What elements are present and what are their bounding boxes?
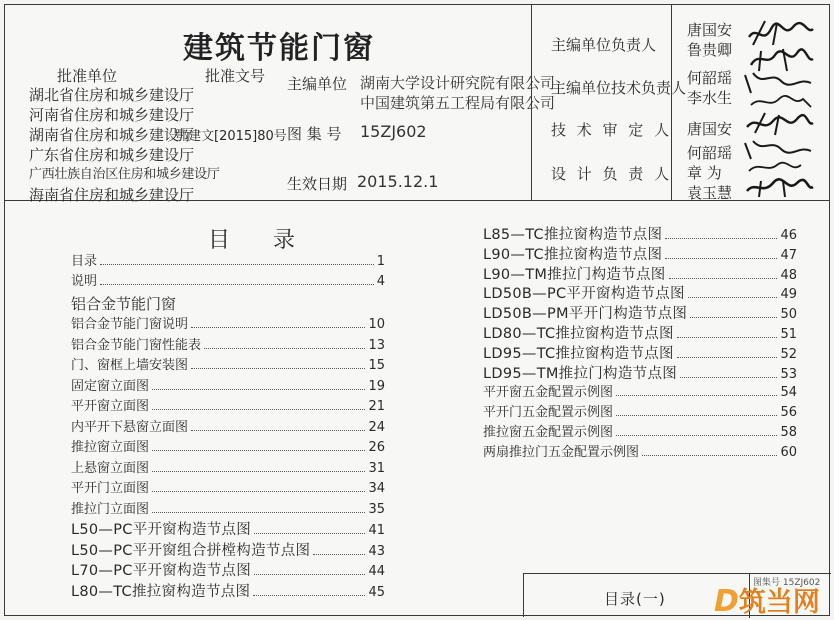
- footer-atlas-value: 15ZJ602: [782, 578, 821, 588]
- atlas-number: 15ZJ602: [360, 122, 427, 141]
- toc-entry[interactable]: [483, 302, 797, 323]
- leader-dots: [642, 455, 777, 456]
- toc-entry[interactable]: [71, 539, 385, 557]
- leader-dots: [313, 554, 365, 555]
- leader-dots: [616, 395, 777, 396]
- role-name: 唐国安: [687, 120, 733, 138]
- toc-entry-page: 31: [368, 460, 385, 476]
- toc-entry-page: 13: [368, 337, 385, 353]
- toc-entry-label: 上悬窗立面图: [71, 460, 150, 476]
- leader-dots: [152, 409, 365, 410]
- toc-entry[interactable]: [71, 375, 385, 393]
- toc-entry[interactable]: [71, 334, 385, 352]
- leader-dots: [100, 284, 374, 285]
- toc-entry-label: 目录: [71, 254, 98, 269]
- toc-entry-page: 15: [368, 358, 385, 373]
- toc-entry[interactable]: [71, 354, 385, 372]
- toc-entry[interactable]: [71, 270, 385, 288]
- toc-entry-label: 推拉窗五金配置示例图: [483, 425, 614, 440]
- toc-entry[interactable]: [483, 441, 797, 459]
- role-name: 章 为: [687, 164, 722, 182]
- effective-date: 2015.12.1: [357, 172, 439, 191]
- toc-entry-label: L70—PC平开窗构造节点图: [71, 563, 252, 579]
- toc-entry-page: 43: [368, 543, 385, 559]
- sheet-title: 目录(一): [604, 590, 666, 608]
- toc-section-heading: 铝合金节能门窗: [71, 295, 177, 313]
- toc-entry-page: 52: [780, 346, 797, 362]
- toc-entry[interactable]: [71, 559, 385, 577]
- role-label: 主编单位技术负责人: [551, 79, 687, 97]
- toc-entry-page: 10: [368, 317, 385, 332]
- leader-dots: [152, 471, 365, 472]
- toc-entry-page: 34: [368, 481, 385, 496]
- leader-dots: [152, 512, 365, 513]
- toc-entry-label: L50—PC平开窗构造节点图: [71, 522, 252, 538]
- leader-dots: [152, 491, 365, 492]
- toc-entry-label: 平开门立面图: [71, 481, 150, 496]
- toc-entry-label: 平开窗立面图: [71, 399, 150, 414]
- toc-entry-label: 两扇推拉门五金配置示例图: [483, 444, 640, 460]
- toc-entry-label: 推拉窗立面图: [71, 440, 150, 455]
- toc-entry[interactable]: [71, 580, 385, 598]
- toc-entry-page: 24: [368, 419, 385, 435]
- approval-unit: 海南省住房和城乡建设厅: [29, 186, 195, 204]
- toc-entry-page: 60: [780, 444, 797, 460]
- approval-unit: 湖北省住房和城乡建设厅: [29, 86, 195, 104]
- toc-entry[interactable]: [71, 436, 385, 454]
- toc-entry-page: 51: [780, 327, 797, 342]
- toc-entry-label: 铝合金节能门窗性能表: [71, 337, 202, 353]
- leader-dots: [152, 450, 365, 451]
- approval-unit: 河南省住房和城乡建设厅: [29, 106, 195, 124]
- toc-entry-label: LD80—TC推拉窗构造节点图: [483, 326, 674, 342]
- leader-dots: [690, 317, 777, 318]
- toc-entry[interactable]: [483, 342, 797, 360]
- toc-entry-page: 21: [368, 399, 385, 414]
- toc-entry-label: 平开窗五金配置示例图: [483, 385, 614, 401]
- signature-image: [743, 111, 815, 137]
- toc-entry-page: 26: [368, 440, 385, 455]
- toc-entry-label: L80—TC推拉窗构造节点图: [71, 583, 251, 600]
- leader-dots: [152, 389, 365, 390]
- host-unit: 湖南大学设计研究院有限公司: [360, 74, 556, 92]
- toc-entry-page: 54: [780, 385, 797, 401]
- signature-image: [743, 15, 815, 75]
- toc-entry[interactable]: [71, 313, 385, 331]
- toc-entry[interactable]: [483, 381, 797, 399]
- toc-entry-label: L90—TM推拉门构造节点图: [483, 266, 666, 283]
- role-label: 技 术 审 定 人: [551, 121, 673, 139]
- toc-entry[interactable]: [483, 223, 797, 241]
- approval-unit: 广西壮族自治区住房和城乡建设厅: [29, 167, 220, 182]
- leader-dots: [191, 327, 365, 328]
- role-name: 李水生: [687, 89, 733, 107]
- toc-entry-label: L90—TC推拉窗构造节点图: [483, 246, 663, 263]
- toc-entry[interactable]: [71, 416, 385, 434]
- approval-unit: 湖南省住房和城乡建设厅: [29, 126, 195, 144]
- toc-entry[interactable]: [71, 498, 385, 516]
- toc-entry[interactable]: [483, 362, 797, 380]
- role-name: 鲁贵卿: [687, 41, 733, 59]
- toc-entry-page: 56: [780, 405, 797, 421]
- watermark-logo-letter: D: [714, 584, 739, 619]
- toc-entry-label: LD50B—PC平开窗构造节点图: [483, 286, 685, 303]
- watermark-text: 筑当网: [738, 587, 820, 618]
- toc-entry[interactable]: [71, 477, 385, 495]
- leader-dots: [680, 377, 777, 378]
- approval-unit-label: 批准单位: [57, 67, 118, 85]
- role-name: 何韶瑶: [687, 144, 733, 162]
- toc-entry-page: 45: [368, 584, 385, 600]
- toc-entry-page: 41: [368, 523, 385, 538]
- toc-entry-page: 50: [780, 307, 797, 323]
- leader-dots: [677, 357, 778, 358]
- toc-entry[interactable]: [483, 322, 797, 340]
- leader-dots: [254, 574, 365, 575]
- toc-entry-label: 门、窗框上墙安装图: [71, 358, 189, 373]
- atlas-number-label: 图 集 号: [287, 125, 342, 143]
- toc-entry[interactable]: [483, 243, 797, 261]
- toc-entry-page: 19: [368, 378, 385, 394]
- role-label: 主编单位负责人: [551, 36, 657, 54]
- leader-dots: [191, 368, 365, 369]
- toc-entry-label: 推拉门立面图: [71, 501, 150, 517]
- role-name: 何韶瑶: [687, 69, 733, 87]
- toc-entry[interactable]: [483, 282, 797, 303]
- toc-entry-page: 46: [780, 228, 797, 243]
- approval-doc-number: 鄂建文[2015]80号: [175, 129, 287, 144]
- leader-dots: [616, 415, 777, 416]
- toc-entry-label: 内平开下悬窗立面图: [71, 419, 189, 435]
- leader-dots: [669, 278, 778, 279]
- toc-entry-label: 说明: [71, 274, 98, 289]
- approval-doc-label: 批准文号: [205, 67, 266, 85]
- toc-entry-page: 4: [376, 274, 385, 289]
- footer-atlas-label: 图集号: [753, 578, 781, 588]
- toc-entry-label: 铝合金节能门窗说明: [71, 317, 189, 332]
- toc-entry-page: 44: [368, 564, 385, 579]
- toc-entry-page: 53: [780, 366, 797, 382]
- toc-entry[interactable]: [483, 263, 797, 281]
- site-watermark: [714, 580, 820, 619]
- toc-entry-page: 35: [368, 501, 385, 517]
- role-name: 袁玉慧: [687, 184, 733, 202]
- host-unit: 中国建筑第五工程局有限公司: [360, 94, 556, 112]
- leader-dots: [100, 264, 374, 265]
- leader-dots: [677, 337, 778, 338]
- drawing-sheet: [4, 4, 830, 616]
- toc-entry[interactable]: [71, 395, 385, 413]
- approval-unit-list: [29, 85, 220, 205]
- toc-entry-label: 固定窗立面图: [71, 378, 150, 394]
- toc-entry-page: 49: [780, 287, 797, 303]
- toc-entry-label: L85—TC推拉窗构造节点图: [483, 227, 663, 243]
- toc-entry-label: L50—PC平开窗组合拼樘构造节点图: [71, 542, 311, 559]
- signature-image: [741, 137, 815, 199]
- leader-dots: [254, 533, 365, 534]
- leader-dots: [204, 348, 365, 349]
- toc-entry-page: 1: [376, 254, 385, 269]
- signature-image: [741, 67, 815, 113]
- leader-dots: [688, 297, 778, 298]
- atlas-title: 建筑节能门窗: [183, 31, 375, 66]
- toc-entry-label: LD95—TM推拉门构造节点图: [483, 365, 678, 382]
- toc-entry-page: 58: [780, 425, 797, 440]
- toc-entry[interactable]: [483, 401, 797, 419]
- effective-date-label: 生效日期: [287, 175, 348, 193]
- toc-entry-label: LD50B—PM平开门构造节点图: [483, 306, 688, 323]
- title-block: [5, 5, 829, 204]
- toc-title: 目 录: [208, 228, 313, 253]
- role-name: 唐国安: [687, 21, 733, 39]
- role-label: 设 计 负 责 人: [551, 165, 673, 183]
- toc-entry-label: LD95—TC推拉窗构造节点图: [483, 345, 674, 362]
- toc-entry-label: 平开门五金配置示例图: [483, 405, 614, 421]
- toc-entry-page: 47: [780, 247, 797, 263]
- toc-entry[interactable]: [71, 518, 385, 536]
- leader-dots: [665, 258, 777, 259]
- toc-entry[interactable]: [71, 457, 385, 475]
- host-unit-label: 主编单位: [287, 75, 348, 93]
- approval-unit: 广东省住房和城乡建设厅: [29, 146, 195, 164]
- toc-entry[interactable]: [483, 421, 797, 439]
- leader-dots: [616, 435, 777, 436]
- leader-dots: [191, 430, 365, 431]
- toc-entry[interactable]: [71, 250, 385, 268]
- toc-entry-page: 48: [780, 267, 797, 283]
- leader-dots: [665, 238, 777, 239]
- leader-dots: [253, 595, 365, 596]
